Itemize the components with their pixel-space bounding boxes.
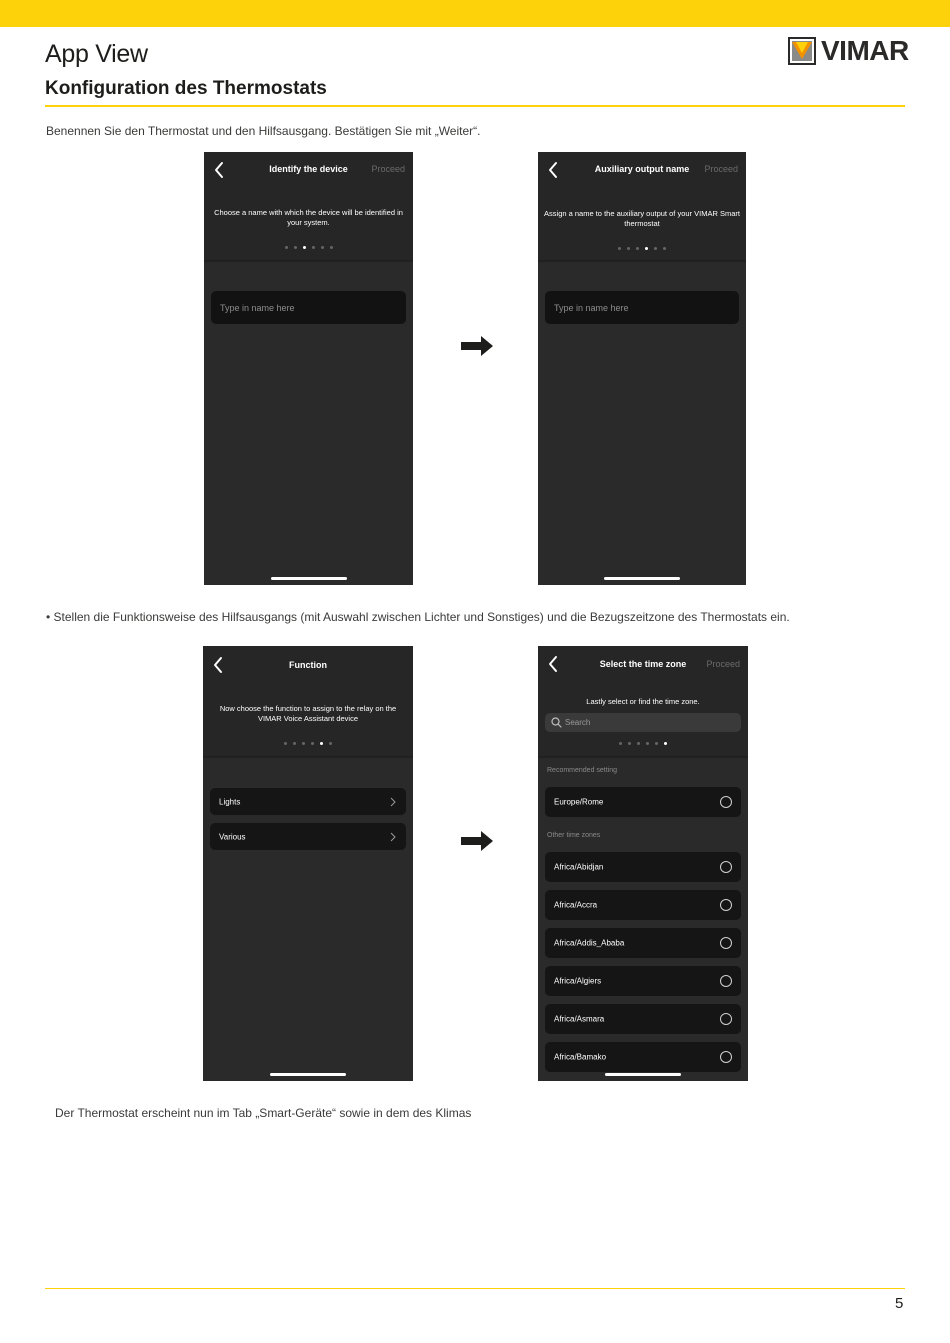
step-dot-active [320,742,323,745]
screen-header [538,152,746,260]
timezone-label: Africa/Asmara [554,1014,605,1024]
search-box[interactable] [545,713,741,732]
step-dot [637,742,640,745]
step-dot [312,246,315,249]
outro-paragraph: Der Thermostat erscheint nun im Tab „Smart-Geräte“ sowie in dem des Klimas [55,1106,472,1120]
step-dot-active [664,742,667,745]
top-accent-bar [0,0,950,27]
step-dot [311,742,314,745]
step-dot [628,742,631,745]
timezone-row-africa-accra[interactable] [545,890,741,920]
vimar-logo-text: VIMAR [821,35,909,66]
step-dot [285,246,288,249]
screen-function [203,646,413,1081]
radio-button[interactable] [720,1013,732,1025]
step-dot [655,742,658,745]
step-indicator [538,742,748,745]
vimar-logo-icon [788,37,816,65]
radio-button[interactable] [720,1051,732,1063]
device-name-input[interactable] [211,291,406,324]
footer-divider [45,1288,905,1289]
radio-button[interactable] [720,899,732,911]
screen-subtitle: Now choose the function to assign to the relay on the VIMAR Voice Assistant device [219,704,397,723]
search-icon [551,717,562,728]
vimar-logo [788,36,909,66]
step-dot [627,247,630,250]
function-option-lights[interactable] [210,788,406,815]
timezone-row-europe-rome[interactable] [545,787,741,817]
step-dot [302,742,305,745]
step-dot [654,247,657,250]
auxiliary-name-input[interactable] [545,291,739,324]
step-indicator [538,247,746,250]
radio-button[interactable] [720,975,732,987]
arrow-right-icon [461,831,493,851]
screen-header [204,152,413,260]
screen-identify-device [204,152,413,585]
step-dot [619,742,622,745]
home-indicator [604,577,680,580]
screen-header [203,646,413,756]
timezone-row-africa-addis-ababa[interactable] [545,928,741,958]
step-indicator [203,742,413,745]
timezone-label: Africa/Accra [554,900,598,910]
step-dot [294,246,297,249]
search-input[interactable] [565,713,715,732]
step-dot [284,742,287,745]
function-option-various[interactable] [210,823,406,850]
recommended-section-label: Recommended setting [547,767,618,774]
screen-title: Function [289,660,327,670]
home-indicator [271,577,347,580]
radio-button[interactable] [720,937,732,949]
radio-button[interactable] [720,796,732,808]
timezone-label: Europe/Rome [554,797,604,807]
screen-title: Identify the device [269,164,348,174]
screen-subtitle: Assign a name to the auxiliary output of your VIMAR Smart thermostat [544,209,740,228]
step-dot [618,247,621,250]
proceed-button[interactable]: Proceed [371,164,405,174]
screen-subtitle: Lastly select or find the time zone. [586,697,700,706]
option-label: Various [219,832,246,841]
screen-header [538,646,748,756]
home-indicator [605,1073,681,1076]
timezone-row-africa-asmara[interactable] [545,1004,741,1034]
arrow-right-icon [461,336,493,356]
screen-time-zone [538,646,748,1081]
screen-title: Auxiliary output name [594,164,690,174]
step-dot [636,247,639,250]
page-number: 5 [895,1295,904,1312]
timezone-row-africa-abidjan[interactable] [545,852,741,882]
chevron-right-icon [390,832,396,842]
step-dot [293,742,296,745]
header-divider [45,105,905,107]
step-dot [646,742,649,745]
section-title: Konfiguration des Thermostats [45,78,327,99]
step-dot-active [303,246,306,249]
proceed-button[interactable]: Proceed [706,659,740,669]
page-header-title: App View [45,40,148,68]
proceed-button[interactable]: Proceed [704,164,738,174]
step-dot [329,742,332,745]
step-dot [321,246,324,249]
home-indicator [270,1073,346,1076]
timezone-row-africa-bamako[interactable] [545,1042,741,1072]
step-indicator [204,246,413,249]
screen-subtitle: Choose a name with which the device will be identified in your system. [214,208,403,227]
chevron-right-icon [390,797,396,807]
intro-paragraph: Benennen Sie den Thermostat und den Hilfsausgang. Bestätigen Sie mit „Weiter“. [46,124,481,138]
timezone-row-africa-algiers[interactable] [545,966,741,996]
step-dot [663,247,666,250]
option-label: Lights [219,797,241,806]
screen-auxiliary-output [538,152,746,585]
screen-title: Select the time zone [599,659,687,669]
timezone-label: Africa/Algiers [554,976,602,986]
bullet-paragraph: • Stellen die Funktionsweise des Hilfsausgangs (mit Auswahl zwischen Lichter und Sonstiges) und die Bezugszeitzone des Thermostats ein. [46,610,790,624]
other-zones-section-label: Other time zones [547,832,601,839]
timezone-label: Africa/Addis_Ababa [554,938,625,948]
step-dot [330,246,333,249]
timezone-label: Africa/Bamako [554,1052,607,1062]
radio-button[interactable] [720,861,732,873]
timezone-label: Africa/Abidjan [554,862,604,872]
step-dot-active [645,247,648,250]
